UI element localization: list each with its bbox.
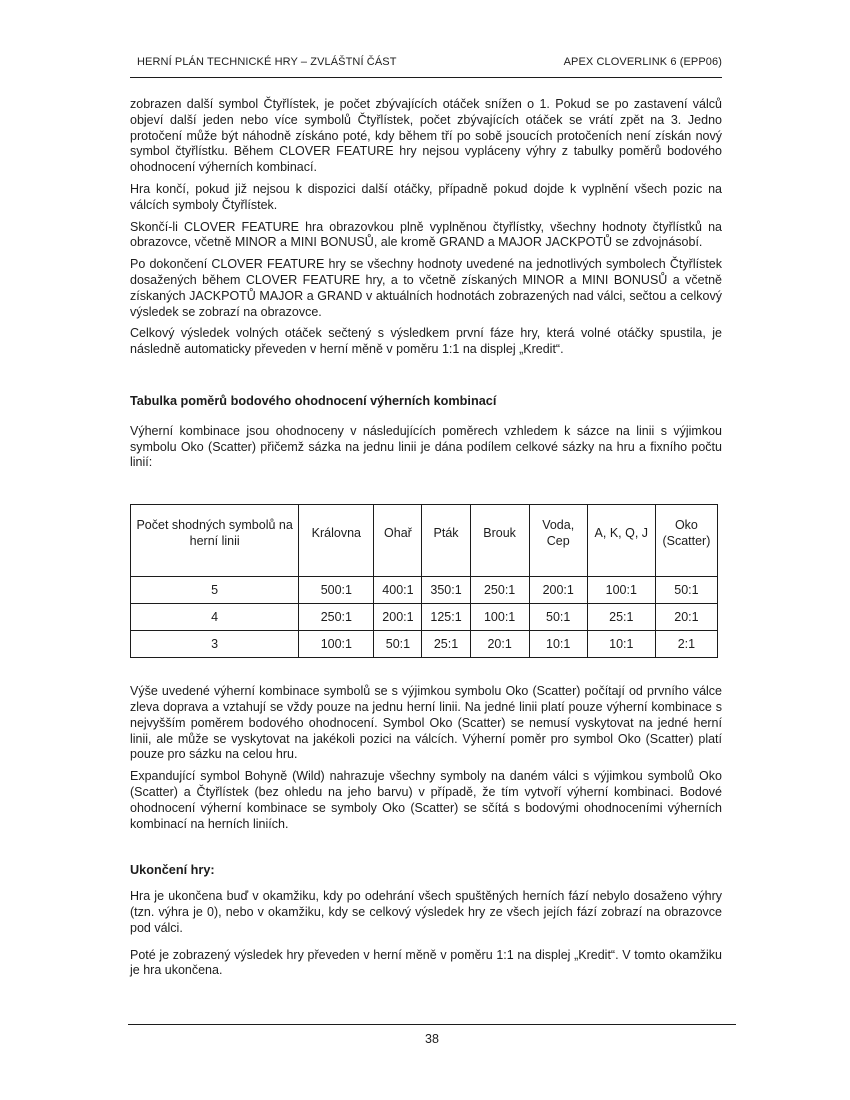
table-cell: 250:1 — [470, 577, 529, 604]
ending-section — [130, 863, 722, 979]
section-heading-payout-table: Tabulka poměrů bodového ohodnocení výherních kombinací — [130, 393, 497, 408]
table-cell: 500:1 — [299, 577, 374, 604]
header-product-name: APEX CLOVERLINK 6 (EPP06) — [563, 56, 722, 68]
paragraph-full-screen-double: Skončí-li CLOVER FEATURE hra obrazovkou plně vyplněnou čtyřlístky, všechny hodnoty čtyřlístků na obrazovce, včetně MINOR a MINI BONUSŮ, ale kromě GRAND a MAJOR JACKPOTŮ se zdvojnásobí. — [130, 219, 722, 250]
table-cell: 2:1 — [655, 631, 717, 658]
table-header-hound: Ohař — [374, 505, 422, 577]
table-row-5-symbols — [131, 577, 718, 604]
paragraph-feature-summary: Po dokončení CLOVER FEATURE hry se všechny hodnoty uvedené na jednotlivých symbolech Čtyřlístek dosažených během CLOVER FEATURE hry, a to včetně získaných MINOR a MINI BONUSŮ a včetně získaných JACKPOTŮ MAJOR a GRAND v aktuálních hodnotách zobrazených nad válci, sečtou a celkový výsledek se zobrazí na obrazovce. — [130, 257, 722, 319]
table-cell: 25:1 — [587, 604, 655, 631]
table-cell: 50:1 — [655, 577, 717, 604]
table-cell: 400:1 — [374, 577, 422, 604]
table-cell: 10:1 — [587, 631, 655, 658]
table-cell: 5 — [131, 577, 299, 604]
payout-table-header-row — [131, 505, 718, 577]
table-cell: 10:1 — [529, 631, 587, 658]
table-cell: 20:1 — [655, 604, 717, 631]
table-cell: 4 — [131, 604, 299, 631]
table-cell: 100:1 — [587, 577, 655, 604]
table-header-water-flail: Voda, Cep — [529, 505, 587, 577]
table-cell: 350:1 — [422, 577, 470, 604]
table-header-bird: Pták — [422, 505, 470, 577]
table-cell: 100:1 — [299, 631, 374, 658]
paragraph-result-conversion: Poté je zobrazený výsledek hry převeden v herní měně v poměru 1:1 na displej „Kredit“. V tomto okamžiku je hra ukončena. — [130, 947, 722, 978]
table-header-scatter: Oko (Scatter) — [655, 505, 717, 577]
table-cell: 100:1 — [470, 604, 529, 631]
table-cell: 200:1 — [374, 604, 422, 631]
table-cell: 200:1 — [529, 577, 587, 604]
payout-table — [130, 504, 718, 658]
page-number: 38 — [425, 1032, 439, 1046]
table-cell: 125:1 — [422, 604, 470, 631]
page-content — [130, 56, 722, 979]
paragraph-game-end-condition: Hra končí, pokud již nejsou k dispozici další otáčky, případně pokud dojde k vyplnění všech pozic na válcích symboly Čtyřlístek. — [130, 181, 722, 212]
page-header — [130, 56, 722, 78]
table-cell: 250:1 — [299, 604, 374, 631]
table-header-akqj: A, K, Q, J — [587, 505, 655, 577]
table-cell: 25:1 — [422, 631, 470, 658]
table-header-symbol-count: Počet shodných symbolů na herní linii — [131, 505, 299, 577]
paragraph-clover-feature-rules: zobrazen další symbol Čtyřlístek, je počet zbývajících otáček snížen o 1. Pokud se po zastavení válců objeví další jeden nebo více symbolů Čtyřlístek, počet zbývajících otáček se vrátí zpět na 3. Jedno protočení může být náhodně získáno poté, kdy během tří po sobě jsoucích protočeních není získán nový symbol čtyřlístku. Během CLOVER FEATURE hry nejsou vypláceny výhry z tabulky poměrů bodového ohodnocení výherních kombinací. — [130, 97, 722, 175]
paragraph-game-end-rules: Hra je ukončena buď v okamžiku, kdy po odehrání všech spuštěných herních fází nebylo dosaženo výhry (tzn. výhra je 0), nebo v okamžiku, kdy se celkový výsledek hry ze všech jejích fází zobrazí na obrazovce pod válci. — [130, 889, 722, 935]
table-row-3-symbols — [131, 631, 718, 658]
paragraph-wild-symbol: Expandující symbol Bohyně (Wild) nahrazuje všechny symboly na daném válci s výjimkou symbolů Oko (Scatter) a Čtyřlístek (bez ohledu na jeho barvu) v případě, že tím vytvoří výherní kombinaci. Bodové ohodnocení výherní kombinace se symboly Oko (Scatter) se sčítá s bodovými ohodnoceními výherních kombinací na herních liniích. — [130, 769, 722, 831]
section-heading-game-end: Ukončení hry: — [130, 863, 215, 878]
table-header-beetle: Brouk — [470, 505, 529, 577]
header-document-title: HERNÍ PLÁN TECHNICKÉ HRY – ZVLÁŠTNÍ ČÁST — [137, 56, 397, 68]
table-row-4-symbols — [131, 604, 718, 631]
table-cell: 50:1 — [374, 631, 422, 658]
table-cell: 50:1 — [529, 604, 587, 631]
paragraph-credit-transfer: Celkový výsledek volných otáček sečtený s výsledkem první fáze hry, která volné otáčky spustila, je následně automaticky převeden v herní měně v poměru 1:1 na displej „Kredit“. — [130, 326, 722, 357]
table-cell: 3 — [131, 631, 299, 658]
page-footer — [128, 1024, 736, 1046]
paragraph-payout-intro: Výherní kombinace jsou ohodnoceny v následujících poměrech vzhledem k sázce na linii s výjimkou symbolu Oko (Scatter) přičemž sázka na jednu linii je dána podílem celkové sázky na hru a fixního počtu linií: — [130, 423, 722, 470]
table-header-queen: Královna — [299, 505, 374, 577]
table-cell: 20:1 — [470, 631, 529, 658]
paragraph-winning-combinations: Výše uvedené výherní kombinace symbolů se s výjimkou symbolu Oko (Scatter) počítají od prvního válce zleva doprava a vztahují se vždy pouze na jednu herní linii. Na jedné linii platí pouze výherní kombinace s nejvyšším poměrem bodového ohodnocení. Symbol Oko (Scatter) se nemusí vyskytovat na jedné herní linii, ale může se vyskytovat na jakékoli pozici na válcích. Výherní poměr pro symbol Oko (Scatter) platí pouze pro sázku na celou hru. — [130, 684, 722, 762]
